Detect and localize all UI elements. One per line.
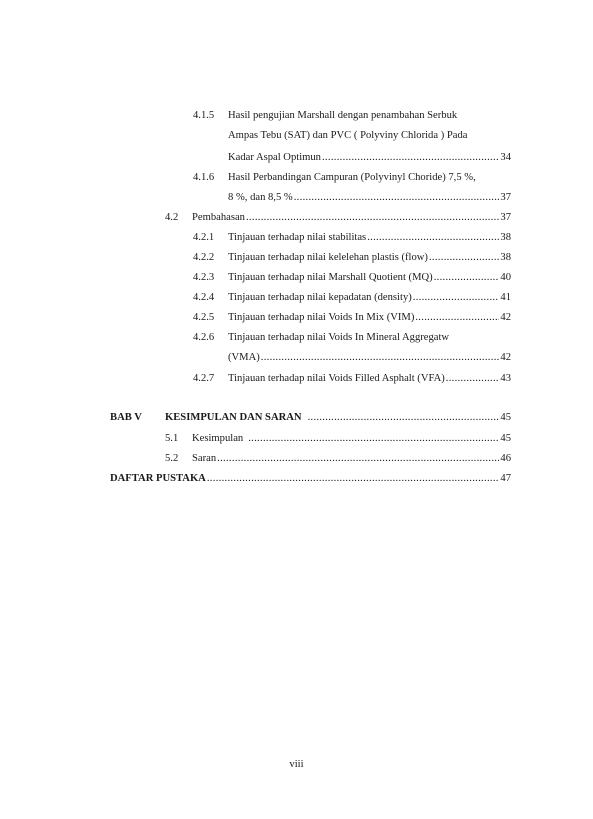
dot-leader xyxy=(413,290,500,306)
toc-title: Tinjauan terhadap nilai stabilitas xyxy=(228,232,367,243)
toc-page-number: 43 xyxy=(500,373,511,384)
toc-title: Kesimpulan xyxy=(192,433,244,444)
toc-page-number: 34 xyxy=(500,152,511,163)
toc-title: Tinjauan terhadap nilai kepadatan (density) xyxy=(228,292,412,303)
dot-leader xyxy=(434,270,500,286)
toc-number: 4.2.5 xyxy=(193,312,215,323)
toc-title: Tinjauan terhadap nilai Voids Filled Asphalt (VFA) xyxy=(228,373,445,384)
chapter-title: KESIMPULAN DAN SARAN xyxy=(165,412,302,423)
toc-page-number: 46 xyxy=(500,453,511,464)
dot-leader xyxy=(261,350,500,366)
footer-page-number: viii xyxy=(289,759,304,770)
toc-entry-5-1 xyxy=(165,431,511,447)
toc-number: 5.1 xyxy=(165,433,179,444)
toc-title-continued: 8 %, dan 8,5 % xyxy=(228,192,293,203)
toc-page-number: 37 xyxy=(500,212,511,223)
toc-number: 4.2.1 xyxy=(193,232,215,243)
toc-entry-4-1-6-line1 xyxy=(193,170,476,186)
toc-page-number: 45 xyxy=(500,412,511,423)
chapter-number: BAB V xyxy=(110,412,142,423)
toc-entry-4-1-5-line2 xyxy=(228,128,467,144)
toc-title-continued: Ampas Tebu (SAT) dan PVC ( Polyviny Chlorida ) Pada xyxy=(228,130,468,141)
toc-entry-4-1-6-line2 xyxy=(228,190,511,206)
toc-entry-4-2-5 xyxy=(193,310,511,326)
toc-entry-4-1-5-line3 xyxy=(228,150,511,166)
toc-title: Saran xyxy=(192,453,217,464)
dot-leader xyxy=(308,410,500,426)
toc-title-continued: (VMA) xyxy=(228,352,260,363)
toc-title: Tinjauan terhadap nilai Voids In Mix (VIM) xyxy=(228,312,415,323)
dot-leader xyxy=(207,471,500,487)
dot-leader xyxy=(367,230,499,246)
toc-number: 4.2.7 xyxy=(193,373,215,384)
toc-number: 4.1.5 xyxy=(193,110,215,121)
toc-entry-4-2 xyxy=(165,210,511,226)
toc-title: Tinjauan terhadap nilai Marshall Quotient (MQ) xyxy=(228,272,433,283)
dot-leader xyxy=(446,371,500,387)
toc-entry-4-1-5-line1 xyxy=(193,108,457,124)
toc-page-number: 40 xyxy=(500,272,511,283)
toc-daftar-pustaka xyxy=(110,471,511,487)
toc-page-number: 37 xyxy=(500,192,511,203)
toc-entry-4-2-1 xyxy=(193,230,511,246)
dot-leader xyxy=(322,150,499,166)
toc-chapter-bab-v xyxy=(110,410,511,426)
toc-page-number: 41 xyxy=(500,292,511,303)
toc-title: Tinjauan terhadap nilai kelelehan plastis (flow) xyxy=(228,252,428,263)
toc-number: 4.2.6 xyxy=(193,332,215,343)
toc-title: Hasil Perbandingan Campuran (Polyvinyl Choride) 7,5 %, xyxy=(228,172,476,183)
toc-number: 4.2 xyxy=(165,212,179,223)
toc-entry-4-2-7 xyxy=(193,371,511,387)
toc-number: 4.1.6 xyxy=(193,172,215,183)
toc-entry-4-2-2 xyxy=(193,250,511,266)
dot-leader xyxy=(246,210,499,226)
toc-number: 5.2 xyxy=(165,453,179,464)
toc-number: 4.2.4 xyxy=(193,292,215,303)
toc-entry-5-2 xyxy=(165,451,511,467)
toc-entry-4-2-6-line1 xyxy=(193,330,449,346)
toc-entry-4-2-6-line2 xyxy=(228,350,511,366)
dot-leader xyxy=(217,451,499,467)
toc-title: Hasil pengujian Marshall dengan penambahan Serbuk xyxy=(228,110,458,121)
toc-page-number: 42 xyxy=(500,312,511,323)
toc-number: 4.2.3 xyxy=(193,272,215,283)
toc-page-number: 38 xyxy=(500,232,511,243)
chapter-title: DAFTAR PUSTAKA xyxy=(110,473,206,484)
toc-entry-4-2-3 xyxy=(193,270,511,286)
toc-title-continued: Kadar Aspal Optimun xyxy=(228,152,321,163)
dot-leader xyxy=(294,190,500,206)
toc-entry-4-2-4 xyxy=(193,290,511,306)
dot-leader xyxy=(429,250,499,266)
toc-page-number: 42 xyxy=(500,352,511,363)
toc-number: 4.2.2 xyxy=(193,252,215,263)
toc-page-number: 38 xyxy=(500,252,511,263)
toc-page-number: 45 xyxy=(500,433,511,444)
toc-title: Pembahasan xyxy=(192,212,245,223)
toc-title: Tinjauan terhadap nilai Voids In Mineral Aggregatw xyxy=(228,332,450,343)
toc-page-number: 47 xyxy=(500,473,511,484)
dot-leader xyxy=(415,310,499,326)
dot-leader xyxy=(248,431,499,447)
